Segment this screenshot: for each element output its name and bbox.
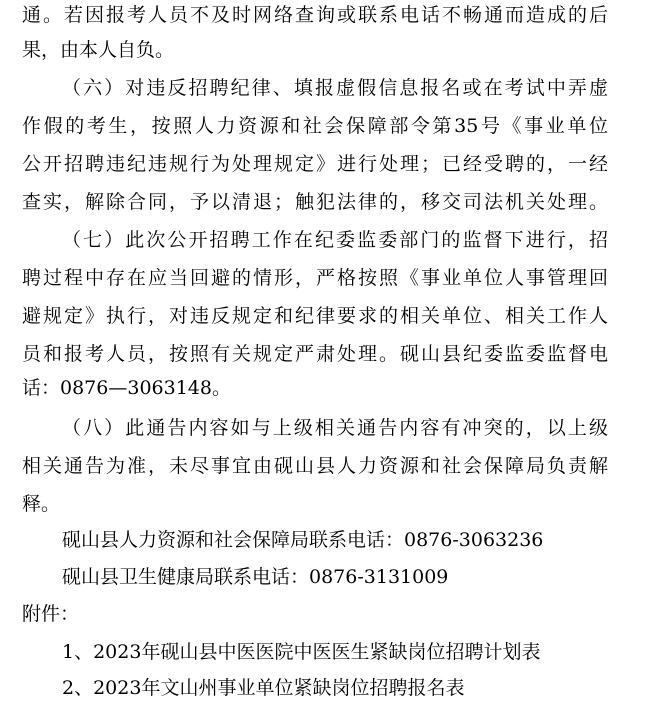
paragraph-line: 避规定》执行，对违反规定和纪律要求的相关单位、相关工作人 (22, 305, 608, 327)
paragraph-line: 员和报考人员，按照有关规定严肃处理。砚山县纪委监委监督电 (22, 343, 608, 365)
attachments-heading: 附件： (22, 603, 80, 625)
paragraph-line: 话：0876—3063148。 (22, 377, 231, 399)
paragraph-line: （八）此通告内容如与上级相关通告内容有冲突的，以上级 (62, 417, 608, 439)
paragraph-line: 通。若因报考人员不及时网络查询或联系电话不畅通而造成的后 (22, 4, 608, 26)
paragraph-line: 查实，解除合同，予以清退；触犯法律的，移交司法机关处理。 (22, 191, 608, 213)
attachment-item-1[interactable]: 1、2023年砚山县中医医院中医医生紧缺岗位招聘计划表 (62, 641, 541, 663)
paragraph-line: 聘过程中存在应当回避的情形，严格按照《事业单位人事管理回 (22, 267, 608, 289)
paragraph-line: 果，由本人自负。 (22, 39, 175, 61)
paragraph-line: （六）对违反招聘纪律、填报虚假信息报名或在考试中弄虚 (62, 77, 608, 99)
paragraph-line: 作假的考生，按照人力资源和社会保障部令第35号《事业单位 (22, 115, 608, 137)
contact-line-health: 砚山县卫生健康局联系电话：0876-3131009 (62, 566, 449, 588)
paragraph-line: 公开招聘违纪违规行为处理规定》进行处理；已经受聘的，一经 (22, 153, 608, 175)
paragraph-line: （七）此次公开招聘工作在纪委监委部门的监督下进行，招 (62, 229, 608, 251)
paragraph-line: 释。 (22, 493, 61, 515)
paragraph-line: 相关通告为准，未尽事宜由砚山县人力资源和社会保障局负责解 (22, 455, 608, 477)
attachment-item-2[interactable]: 2、2023年文山州事业单位紧缺岗位招聘报名表 (62, 677, 465, 699)
contact-line-hr: 砚山县人力资源和社会保障局联系电话：0876-3063236 (62, 529, 544, 551)
